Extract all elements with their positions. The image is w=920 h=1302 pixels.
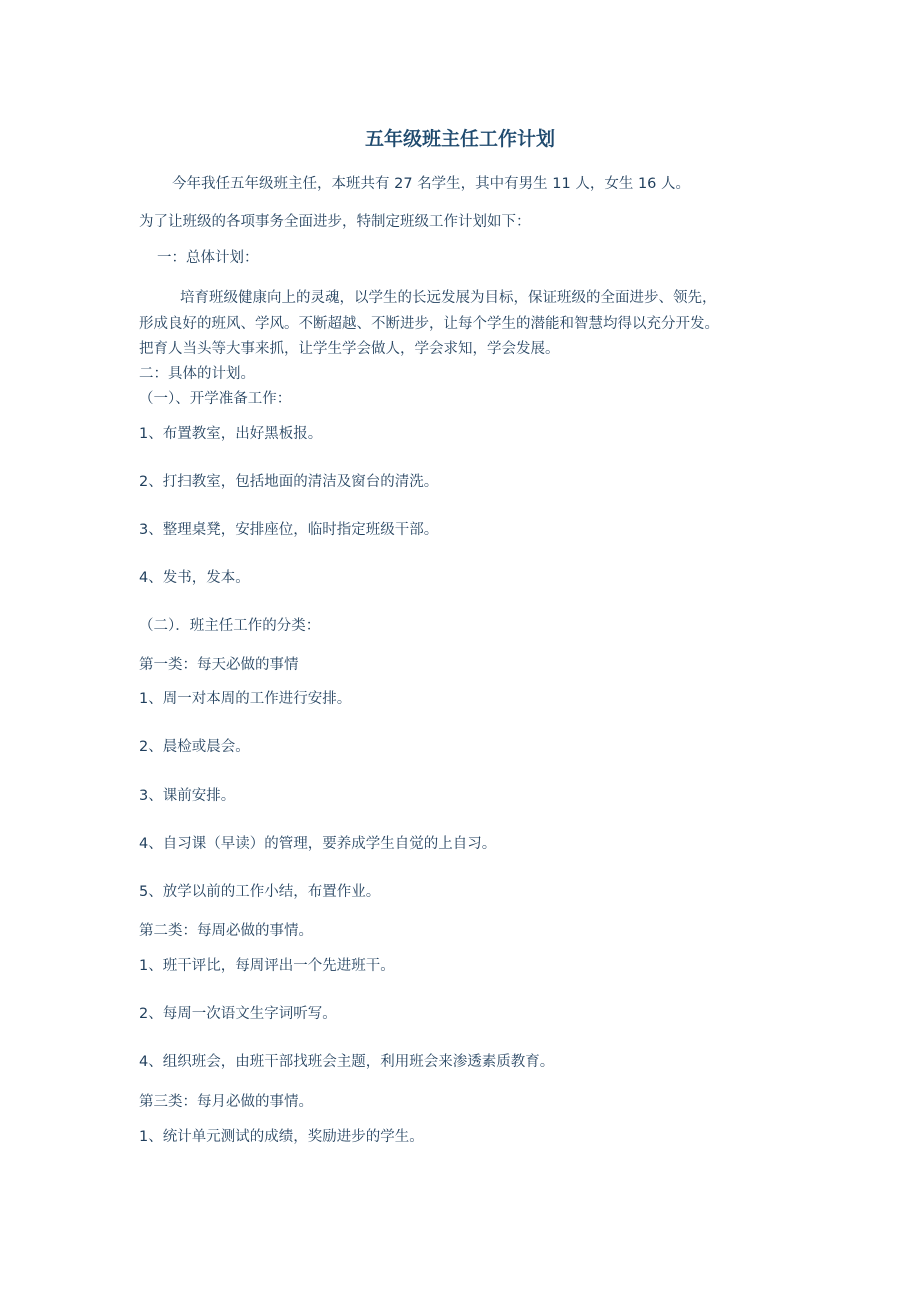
list-item: 2、晨检或晨会。 xyxy=(139,739,250,755)
list-item: 3、课前安排。 xyxy=(139,788,236,804)
list-item: 1、班干评比，每周评出一个先进班干。 xyxy=(139,958,395,974)
list-item: 4、自习课（早读）的管理，要养成学生自觉的上自习。 xyxy=(139,836,497,852)
list-item: 4、组织班会，由班干部找班会主题，利用班会来渗透素质教育。 xyxy=(139,1054,555,1070)
list-item: 1、周一对本周的工作进行安排。 xyxy=(139,691,352,707)
list-item: 1、统计单元测试的成绩，奖励进步的学生。 xyxy=(139,1129,424,1145)
paragraph-line: 培育班级健康向上的灵魂，以学生的长远发展为目标，保证班级的全面进步、领先， xyxy=(180,290,717,306)
section-heading-specific: 二：具体的计划。 xyxy=(139,366,255,382)
purpose-line: 为了让班级的各项事务全面进步，特制定班级工作计划如下： xyxy=(139,214,531,230)
subsection-heading: （二）．班主任工作的分类： xyxy=(139,618,321,634)
paragraph-line: 形成良好的班风、学风。不断超越、不断进步，让每个学生的潜能和智慧均得以充分开发。 xyxy=(139,316,719,332)
list-item: 3、整理桌凳，安排座位，临时指定班级干部。 xyxy=(139,522,439,538)
list-item: 5、放学以前的工作小结，布置作业。 xyxy=(139,884,381,900)
list-item: 4、发书，发本。 xyxy=(139,570,250,586)
list-item: 2、每周一次语文生字词听写。 xyxy=(139,1006,337,1022)
category-heading: 第二类：每周必做的事情。 xyxy=(139,923,313,939)
document-title: 五年级班主任工作计划 xyxy=(364,128,555,150)
paragraph-line: 把育人当头等大事来抓，让学生学会做人，学会求知，学会发展。 xyxy=(139,341,560,357)
list-item: 2、打扫教室，包括地面的清洁及窗台的清洗。 xyxy=(139,474,439,490)
category-heading: 第三类：每月必做的事情。 xyxy=(139,1094,313,1110)
intro-line: 今年我任五年级班主任，本班共有 27 名学生，其中有男生 11 人，女生 16 人。 xyxy=(172,176,691,192)
category-heading: 第一类：每天必做的事情 xyxy=(139,657,299,673)
section-heading-overall: 一：总体计划： xyxy=(157,250,259,266)
subsection-heading: （一）、开学准备工作： xyxy=(139,391,292,407)
list-item: 1、布置教室，出好黑板报。 xyxy=(139,426,323,442)
